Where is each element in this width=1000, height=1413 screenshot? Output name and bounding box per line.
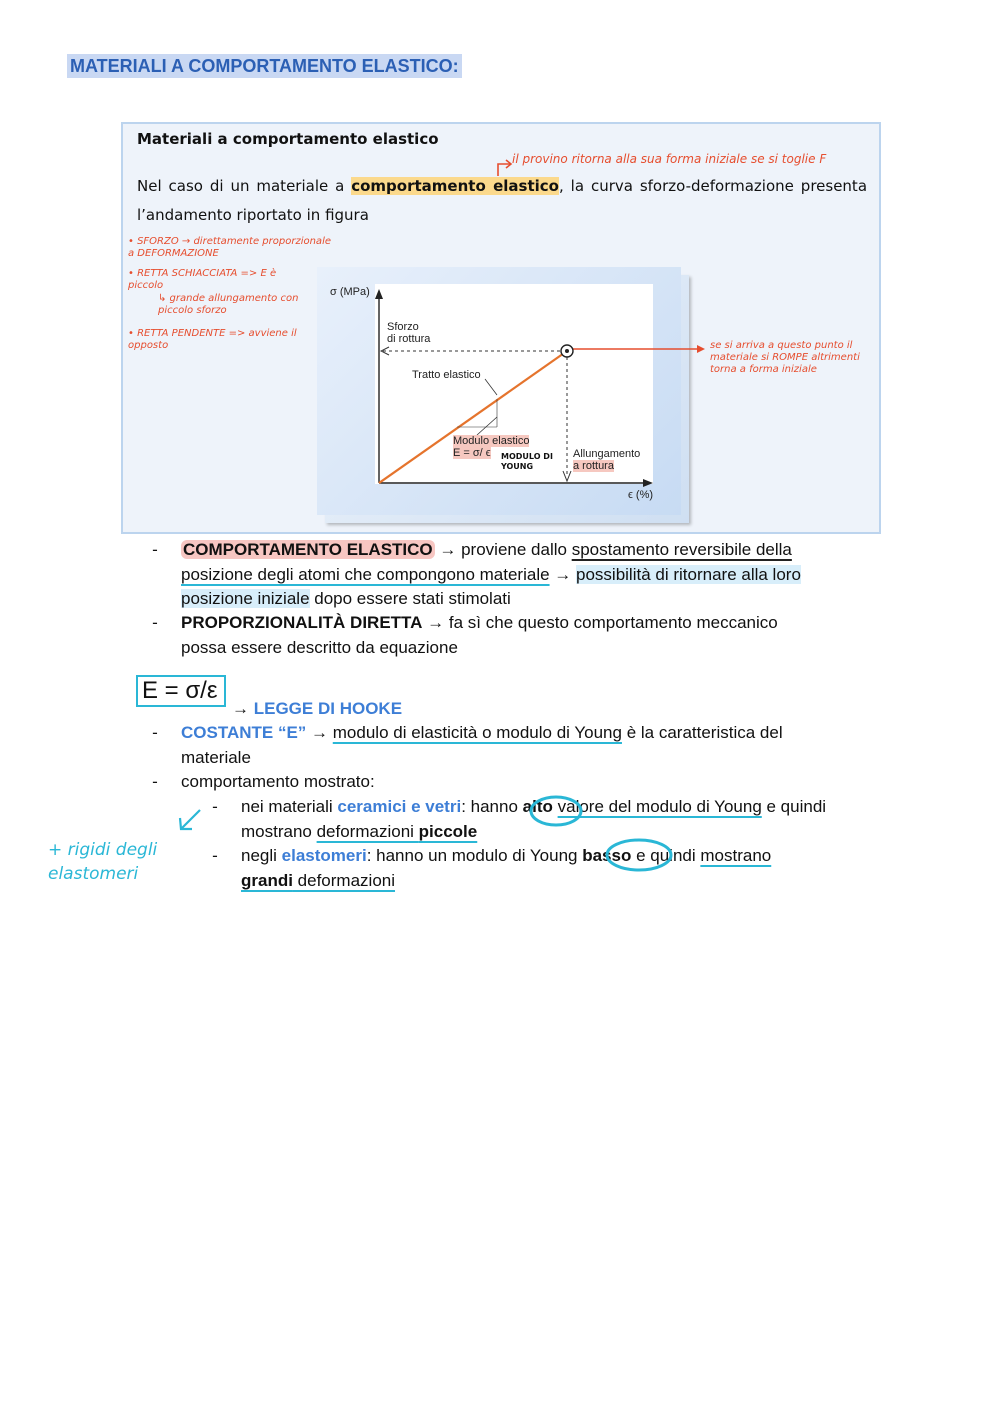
- bullet-dash: -: [152, 723, 158, 742]
- annotation-sforzo-2: di rottura: [387, 333, 431, 345]
- note-sforzo: • SFORZO → direttamente proporzionale a DEFORMAZIONE: [128, 236, 331, 259]
- bullet-costante: COSTANTE “E” → modulo di elasticità o modulo di Young è la caratteristica del materiale: [181, 723, 783, 767]
- side-note-arrow-icon: [176, 806, 204, 832]
- bullet-comportamento: COMPORTAMENTO ELASTICO → proviene dallo spostamento reversibile della posizione degli atomi che compongono materiale → possibilità di ritornare alla loro posizione iniziale dopo essere stati stimolati: [181, 540, 801, 608]
- sub-bullet-dash: -: [212, 797, 218, 816]
- annotation-tratto: Tratto elastico: [412, 369, 481, 381]
- handwritten-arrow-head-icon: [697, 345, 705, 353]
- sub-bullet-ceramici: nei materiali ceramici e vetri: hanno alto valore del modulo di Young e quindi mostrano deformazioni piccole: [241, 797, 827, 841]
- note-retta-schiacciata: • RETTA SCHIACCIATA => E è piccolo: [128, 268, 277, 291]
- annotation-allungamento: Allungamento: [573, 448, 641, 460]
- note-return-shape: il provino ritorna alla sua forma iniziale se si toglie F: [512, 152, 827, 166]
- highlight-comportamento: comportamento elastico: [351, 177, 559, 195]
- annotation-modulo: Modulo elastico: [453, 435, 530, 447]
- bullet-dash: -: [152, 540, 158, 559]
- page-title: MATERIALI A COMPORTAMENTO ELASTICO:: [67, 54, 462, 78]
- annotation-allungamento-2: a rottura: [573, 460, 614, 472]
- tratto-leader: [485, 379, 497, 395]
- note-modulo-young: MODULO DI YOUNG: [501, 452, 553, 471]
- bullet-dash: -: [152, 613, 158, 632]
- sub-bullet-elastomeri: negli elastomeri: hanno un modulo di Young basso e quindi mostrano grandi deformazioni: [241, 846, 772, 890]
- x-axis-label: ϵ (%): [628, 489, 654, 501]
- hooke-formula: E = σ/ε: [136, 675, 226, 707]
- modulo-leader: [477, 417, 497, 435]
- bullet-proporzionalita: PROPORZIONALITÀ DIRETTA → fa sì che questo comportamento meccanico possa essere descritto da equazione: [181, 613, 778, 657]
- hooke-law: → LEGGE DI HOOKE: [232, 699, 403, 718]
- y-axis-label: σ (MPa): [330, 286, 370, 298]
- bullet-dash: -: [152, 772, 158, 791]
- circle-alto-icon: [528, 795, 584, 829]
- sub-bullet-dash: -: [212, 846, 218, 865]
- annotation-sforzo: Sforzo: [387, 321, 419, 333]
- excerpt-intro: Nel caso di un materiale a comportamento elastico, la curva sforzo-deformazione presenta l’andamento riportato in figura: [137, 177, 868, 224]
- x-axis-arrow-icon: [643, 479, 653, 487]
- note-rottura: se si arriva a questo punto il materiale si ROMPE altrimenti torna a forma iniziale: [710, 340, 860, 375]
- y-axis-arrow-icon: [375, 289, 383, 299]
- note-allungamento: ↳ grande allungamento con piccolo sforzo: [158, 293, 299, 316]
- excerpt-title: Materiali a comportamento elastico: [137, 130, 439, 148]
- note-retta-pendente: • RETTA PENDENTE => avviene il opposto: [128, 328, 297, 351]
- side-note-rigidi: + rigidi degli elastomeri: [48, 840, 158, 884]
- circle-basso-icon: [604, 838, 674, 874]
- annotation-modulo-eq: E = σ/ ϵ: [453, 447, 491, 459]
- stress-strain-chart: [317, 267, 717, 515]
- bullet-comportamento-mostrato: comportamento mostrato:: [181, 772, 375, 791]
